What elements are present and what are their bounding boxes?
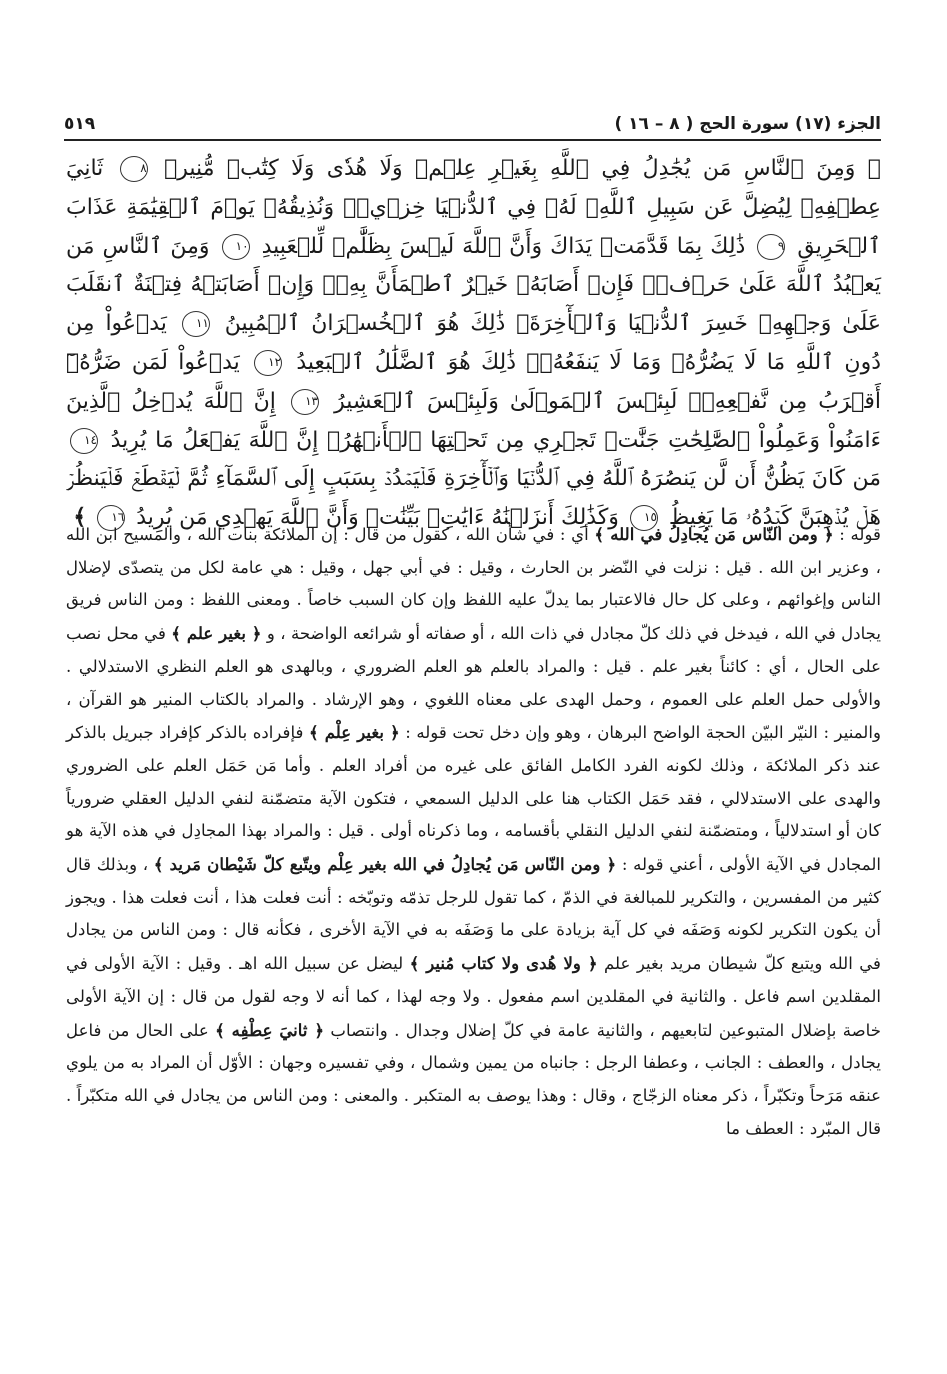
header-title: الجزء (١٧) سورة الحج ( ٨ – ١٦ ) bbox=[614, 114, 881, 134]
tafsir-body bbox=[66, 518, 881, 1304]
tafsir-text: ، وبذلك قال كثير من المفسرين ، والتكرير للمبالغة في الذمّ ، كما تقول للرجل تذمّه وتوبّخه : أنت فعلت هذا ، أنت فعلت هذا . ويجوز أن يكون التكرير لكونه وَصَفَه في كل آية بزيادة على ما وَصَفَه به في الآية الأخرى ، فكأنه قال : ومن الناس من يجادل في الله ويتبع كلّ شيطان مريد بغير علم bbox=[66, 855, 881, 974]
verses-close-bracket: ﴾ bbox=[73, 505, 87, 531]
verse-text: ثَانِيَ عِطۡفِهِۦ لِيُضِلَّ عَن سَبِيلِ ٱللَّهِۖ لَهُۥ فِي ٱلدُّنۡيَا خِزۡيٞۖ وَنُذِيقُهُۥ يَوۡمَ ٱلۡقِيَٰمَةِ عَذَابَ ٱلۡحَرِيقِ bbox=[66, 156, 881, 259]
verse-text: يَدۡعُواْ مِن دُونِ ٱللَّهِ مَا لَا يَضُرُّهُۥ وَمَا لَا يَنفَعُهُۥۚ ذَٰلِكَ هُوَ ٱلضَّلَٰلُ ٱلۡبَعِيدُ bbox=[66, 311, 881, 375]
tafsir-paragraph bbox=[66, 518, 881, 1145]
quoted-verse: ﴿ ثانيَ عِطْفِه ﴾ bbox=[215, 1019, 325, 1040]
tafsir-text: فإفراده بالذكر كإفراد جبريل بالذكر عند ذكر الملائكة ، وذلك لكونه الفرد الكامل الفائق على غيره من أفراد العلم . وأما مَن حَمَل العلم على الضروري والهدى على الاستدلالي ، فقد حَمَل الكتاب هنا على الدليل السمعي ، فتكون الآية متضمّنة لنفي الدليل العقلي ضرورياً كان أو استدلالياً ، ومتضمّنة لنفي الدليل النقلي بأقسامه ، وما ذكرناه أولى . قيل : والمراد بهذا المجادِل في هذه الآية هو المجادل في الآية الأولى ، أعني قوله : bbox=[66, 723, 882, 875]
verse-number: ٨ bbox=[120, 156, 148, 182]
tafsir-text: أي : في شأن الله ، كقول من قال : إن الملائكة بنات الله ، والمسيح ابن الله ، وعزير ابن الله . قيل : نزلت في النّضر بن الحارث ، وقيل : في أبي جهل ، وقيل : هي عامة لكل من يتصدّى لإضلال الناس وإغوائهم ، وعلى كل حال فالاعتبار بما يدلّ عليه اللفظ وإن كان السبب خاصاً . ومعنى اللفظ : ومن الناس فريق يجادل في الله ، فيدخل في ذلك كلّ مجادل في ذات الله ، أو صفاته أو شرائعه الواضحة ، و bbox=[66, 525, 881, 644]
quoted-verse: ﴿ بغير عِلْم ﴾ bbox=[309, 722, 400, 743]
verse-number: ١٢ bbox=[254, 350, 282, 376]
tafsir-text: على الحال من فاعل يجادل ، والعطف : الجانب ، وعطفا الرجل : جانباه من يمين وشمال ، وفي تفسيره وجهان : الأوّل أن المراد به من يلوي عنقه مَرَحاً وتكبّراً ، ذكر معناه الزجّاج ، وقال : وهذا يوصف به المتكبر . والمعنى : ومن الناس من يجادل في الله متكبّراً . قال المبّرد : العطف ما bbox=[66, 1020, 881, 1138]
verse-number: ٩ bbox=[757, 234, 785, 260]
verse-text: إِنَّ ٱللَّهَ يُدۡخِلُ ٱلَّذِينَ ءَامَنُواْ وَعَمِلُواْ ٱلصَّٰلِحَٰتِ جَنَّٰتٖ تَجۡرِي مِن تَحۡتِهَا ٱلۡأَنۡهَٰرُۚ إِنَّ ٱللَّهَ يَفۡعَلُ مَا يُرِيدُ bbox=[66, 388, 881, 453]
verse-number: ١٤ bbox=[70, 428, 98, 454]
quoted-verse: ﴿ ومن النّاس مَن يُجادِلُ في الله بغير عِلْم ويتّبع كلّ شَيْطان مَريد ﴾ bbox=[153, 854, 617, 875]
verse-text: وَكَذَٰلِكَ أَنزَلۡنَٰهُ ءَايَٰتِۭ بَيِّنَٰتٖ وَأَنَّ ٱللَّهَ يَهۡدِي مَن يُرِيدُ bbox=[136, 505, 619, 531]
quoted-verse: ﴿ بغير علم ﴾ bbox=[171, 623, 262, 644]
verse-text: ذَٰلِكَ بِمَا قَدَّمَتۡ يَدَاكَ وَأَنَّ ٱللَّهَ لَيۡسَ بِظَلَّٰمٖ لِّلۡعَبِيدِ bbox=[261, 233, 746, 259]
tafsir-text: قوله : bbox=[833, 525, 881, 544]
tafsir-text: في محل نصب على الحال ، أي : كائناً بغير علم . قيل : والمراد بالعلم هو العلم الضروري ، وبالهدى هو العلم النظري الاستدلالي . والأولى حمل العلم على العموم ، وحمل الهدى على معناه اللغوي ، وهو الإرشاد . والمراد بالكتاب المنير هو القرآن ، والمنير : النيّر البيّن الحجة الواضح البرهان ، وهو وإن دخل تحت قوله : bbox=[66, 624, 881, 743]
quoted-verse: ﴿ ومن النّاس مَن يُجادِلُ في الله ﴾ bbox=[594, 524, 834, 544]
tafsir-text: ليضل عن سبيل الله اهـ . وقيل : الآية الأولى في المقلدين اسم فاعل . والثانية في المقلدين اسم مفعول . ولا وجه لهذا ، كما أنه لا وجه لقول من قال : إن الآية الأولى خاصة بإضلال المتبوعين لتابعيهم ، والثانية عامة في كلّ إضلال وجدال . وانتصاب bbox=[66, 954, 881, 1040]
header-rule bbox=[64, 139, 881, 141]
verse-text: ﴿ وَمِنَ ٱلنَّاسِ مَن يُجَٰدِلُ فِي ٱللَّهِ بِغَيۡرِ عِلۡمٖ وَلَا هُدٗى وَلَا كِتَٰبٖ مُّنِيرٖ bbox=[164, 156, 881, 181]
verse-number: ١٣ bbox=[291, 389, 319, 415]
quran-verses bbox=[66, 150, 881, 531]
verse-number: ١٠ bbox=[222, 234, 250, 260]
verse-number: ١٥ bbox=[630, 505, 658, 531]
verse-number: ١٦ bbox=[97, 505, 125, 531]
verse-text: وَمِنَ ٱلنَّاسِ مَن يَعۡبُدُ ٱللَّهَ عَلَىٰ حَرۡفٖۖ فَإِنۡ أَصَابَهُۥ خَيۡرٌ ٱطۡمَأَنَّ بِهِۦۖ وَإِنۡ أَصَابَتۡهُ فِتۡنَةٌ ٱنقَلَبَ عَلَىٰ وَجۡهِهِۦ خَسِرَ ٱلدُّنۡيَا وَٱلۡأٓخِرَةَۚ ذَٰلِكَ هُوَ ٱلۡخُسۡرَانُ ٱلۡمُبِينُ bbox=[66, 233, 881, 337]
verse-text: مَن كَانَ يَظُنُّ أَن لَّن يَنصُرَهُ ٱللَّهُ فِي ٱلدُّنۡيَا وَٱلۡأٓخِرَةِ فَلۡيَمۡدُدۡ بِسَبَبٍ إِلَى ٱلسَّمَآءِ ثُمَّ لۡيَقۡطَعۡ فَلۡيَنظُرۡ هَلۡ يُذۡهِبَنَّ كَيۡدُهُۥ مَا يَغِيظُ bbox=[66, 466, 881, 531]
page-number: ٥١٩ bbox=[64, 114, 96, 134]
running-head bbox=[64, 104, 881, 134]
verse-text: يَدۡعُواْ لَمَن ضَرُّهُۥٓ أَقۡرَبُ مِن نَّفۡعِهِۦۚ لَبِئۡسَ ٱلۡمَوۡلَىٰ وَلَبِئۡسَ ٱلۡعَشِيرُ bbox=[66, 349, 881, 414]
quoted-verse: ﴿ ولا هُدى ولا كتاب مُنير ﴾ bbox=[409, 953, 598, 974]
verse-number: ١١ bbox=[182, 311, 210, 337]
